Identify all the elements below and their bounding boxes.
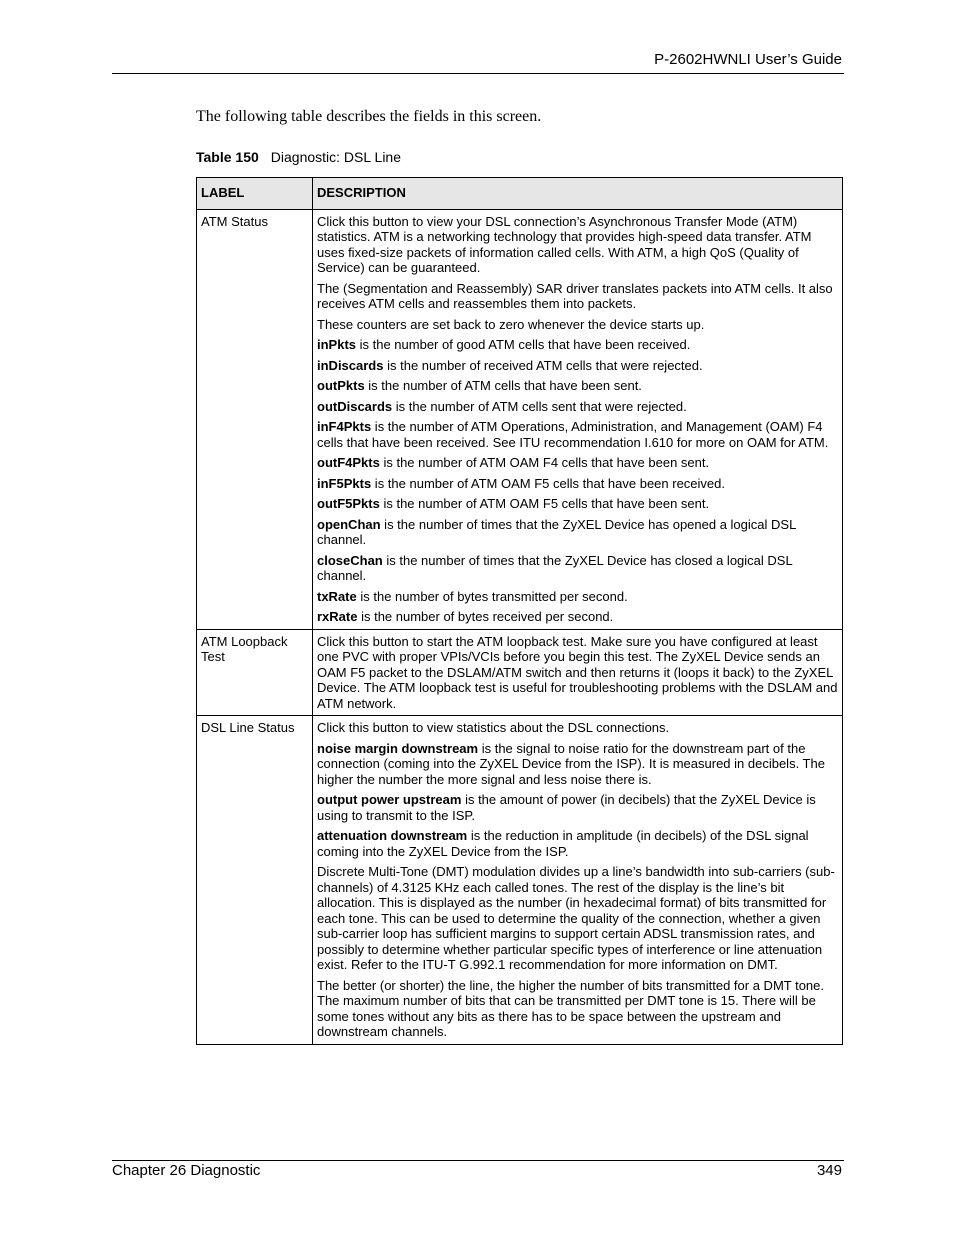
description-paragraph xyxy=(317,281,838,312)
description-paragraph xyxy=(317,455,838,471)
paragraph-text: is the number of times that the ZyXEL Device has closed a logical DSL channel. xyxy=(317,552,793,583)
intro-text: The following table describes the fields in this screen. xyxy=(196,108,542,125)
field-term: outF4Pkts xyxy=(317,455,380,470)
paragraph-text: is the number of ATM OAM F4 cells that have been sent. xyxy=(379,455,710,470)
table-body xyxy=(197,209,843,1044)
row-label: ATM Status xyxy=(197,209,313,629)
column-header-label: LABEL xyxy=(197,178,313,210)
table-header-row xyxy=(197,178,843,210)
description-paragraph xyxy=(317,337,838,353)
paragraph-text: is the number of ATM Operations, Administration, and Management (OAM) F4 cells that have been received. See ITU recommendation I.610 for more on OAM for ATM. xyxy=(317,419,829,450)
description-paragraph xyxy=(317,419,838,450)
description-paragraph xyxy=(317,517,838,548)
guide-title: P-2602HWNLI User’s Guide xyxy=(654,51,842,68)
paragraph-text: is the number of times that the ZyXEL Device has opened a logical DSL channel. xyxy=(317,516,796,547)
paragraph-text: is the number of ATM OAM F5 cells that have been sent. xyxy=(379,496,710,511)
paragraph-text: The (Segmentation and Reassembly) SAR driver translates packets into ATM cells. It also receives ATM cells and reassembles them into packets. xyxy=(317,280,833,311)
table-caption xyxy=(196,149,401,165)
field-term: outF5Pkts xyxy=(317,496,380,511)
field-term: inF5Pkts xyxy=(317,475,372,491)
table-row xyxy=(197,716,843,1045)
field-term: closeChan xyxy=(317,552,383,568)
paragraph-text: Click this button to view your DSL connection’s Asynchronous Transfer Mode (ATM) statistics. ATM is a networking technology that provides high-speed data transfer. ATM uses fixed-size packets of information called cells. With ATM, a high QoS (Quality of Service) can be guaranteed. xyxy=(317,213,812,275)
paragraph-text: Discrete Multi-Tone (DMT) modulation divides up a line’s bandwidth into sub-carriers (sub-channels) of 4.3125 KHz each called tones. The rest of the display is the line’s bit allocation. This is displayed as the number (in hexadecimal format) of bits transmitted for each tone. This can be used to determine the quality of the connection, whether a given sub-carrier loop has sufficient margins to support certain ADSL transmission rates, and possibly to determine whether particular specific types of interference or line attenuation exist. Refer to the ITU-T G.992.1 recommendation for more information on DMT. xyxy=(317,864,835,972)
description-paragraph xyxy=(317,609,838,625)
footer-page-number: 349 xyxy=(816,1162,842,1179)
field-term: inDiscards xyxy=(317,357,384,373)
field-term: outDiscards xyxy=(317,398,393,414)
field-term: outPkts xyxy=(317,378,365,393)
field-term: inPkts xyxy=(317,337,357,352)
description-paragraph xyxy=(317,496,838,512)
description-paragraph xyxy=(317,378,838,394)
table-row xyxy=(197,209,843,629)
description-paragraph xyxy=(317,358,838,374)
paragraph-text: These counters are set back to zero whenever the device starts up. xyxy=(317,316,705,332)
field-term: output power upstream xyxy=(317,792,462,807)
paragraph-text: is the number of ATM cells sent that were rejected. xyxy=(392,398,687,414)
description-paragraph xyxy=(317,553,838,584)
paragraph-text: is the number of bytes received per second. xyxy=(357,609,614,624)
description-table xyxy=(196,177,843,1045)
paragraph-text: Click this button to start the ATM loopback test. Make sure you have configured at least one PVC with proper VPIs/VCIs before you begin this test. The ZyXEL Device sends an OAM F5 packet to the DSLAM/ATM switch and then returns it (loops it back) to the ZyXEL Device. The ATM loopback test is useful for troubleshooting problems with the DSLAM and ATM network. xyxy=(317,633,838,711)
field-term: inF4Pkts xyxy=(317,419,372,434)
row-description xyxy=(313,209,843,629)
paragraph-text: is the number of ATM cells that have been sent. xyxy=(364,378,642,393)
description-paragraph xyxy=(317,978,838,1040)
row-description xyxy=(313,629,843,716)
description-paragraph xyxy=(317,741,838,788)
paragraph-text: is the number of bytes transmitted per second. xyxy=(356,588,628,604)
table-caption-title: Diagnostic: DSL Line xyxy=(270,149,401,165)
footer-chapter: Chapter 26 Diagnostic xyxy=(112,1162,261,1179)
description-paragraph xyxy=(317,634,838,712)
paragraph-text: The better (or shorter) the line, the higher the number of bits transmitted for a DMT tone. The maximum number of bits that can be transmitted per DMT tone is 15. There will be some tones without any bits as there has to be space between the upstream and downstream channels. xyxy=(317,977,824,1039)
paragraph-text: is the number of received ATM cells that were rejected. xyxy=(383,357,703,373)
description-paragraph xyxy=(317,720,838,736)
paragraph-text: is the number of good ATM cells that have been received. xyxy=(356,337,691,352)
column-header-description: DESCRIPTION xyxy=(313,178,843,210)
table-row xyxy=(197,629,843,716)
paragraph-text: is the reduction in amplitude (in decibels) of the DSL signal coming into the ZyXEL Device from the ISP. xyxy=(317,828,809,859)
description-paragraph xyxy=(317,476,838,492)
description-paragraph xyxy=(317,399,838,415)
paragraph-text: is the signal to noise ratio for the downstream part of the connection (coming into the ZyXEL Device from the ISP). It is measured in decibels. The higher the number the more signal and less noise there is. xyxy=(317,740,825,787)
row-description xyxy=(313,716,843,1045)
field-term: attenuation downstream xyxy=(317,828,468,843)
header-rule xyxy=(112,73,844,74)
paragraph-text: is the amount of power (in decibels) that the ZyXEL Device is using to transmit to the ISP. xyxy=(317,792,816,823)
description-paragraph xyxy=(317,792,838,823)
field-term: txRate xyxy=(317,588,357,604)
field-term: rxRate xyxy=(317,609,358,624)
field-term: openChan xyxy=(317,516,381,532)
table-caption-number: Table 150 xyxy=(196,149,259,165)
row-label: DSL Line Status xyxy=(197,716,313,1045)
paragraph-text: is the number of ATM OAM F5 cells that have been received. xyxy=(371,475,725,491)
description-paragraph xyxy=(317,317,838,333)
description-paragraph xyxy=(317,864,838,973)
row-label: ATM Loopback Test xyxy=(197,629,313,716)
description-paragraph xyxy=(317,828,838,859)
paragraph-text: Click this button to view statistics about the DSL connections. xyxy=(317,720,670,735)
description-paragraph xyxy=(317,214,838,276)
footer-rule xyxy=(112,1160,844,1161)
description-paragraph xyxy=(317,589,838,605)
field-term: noise margin downstream xyxy=(317,740,479,756)
